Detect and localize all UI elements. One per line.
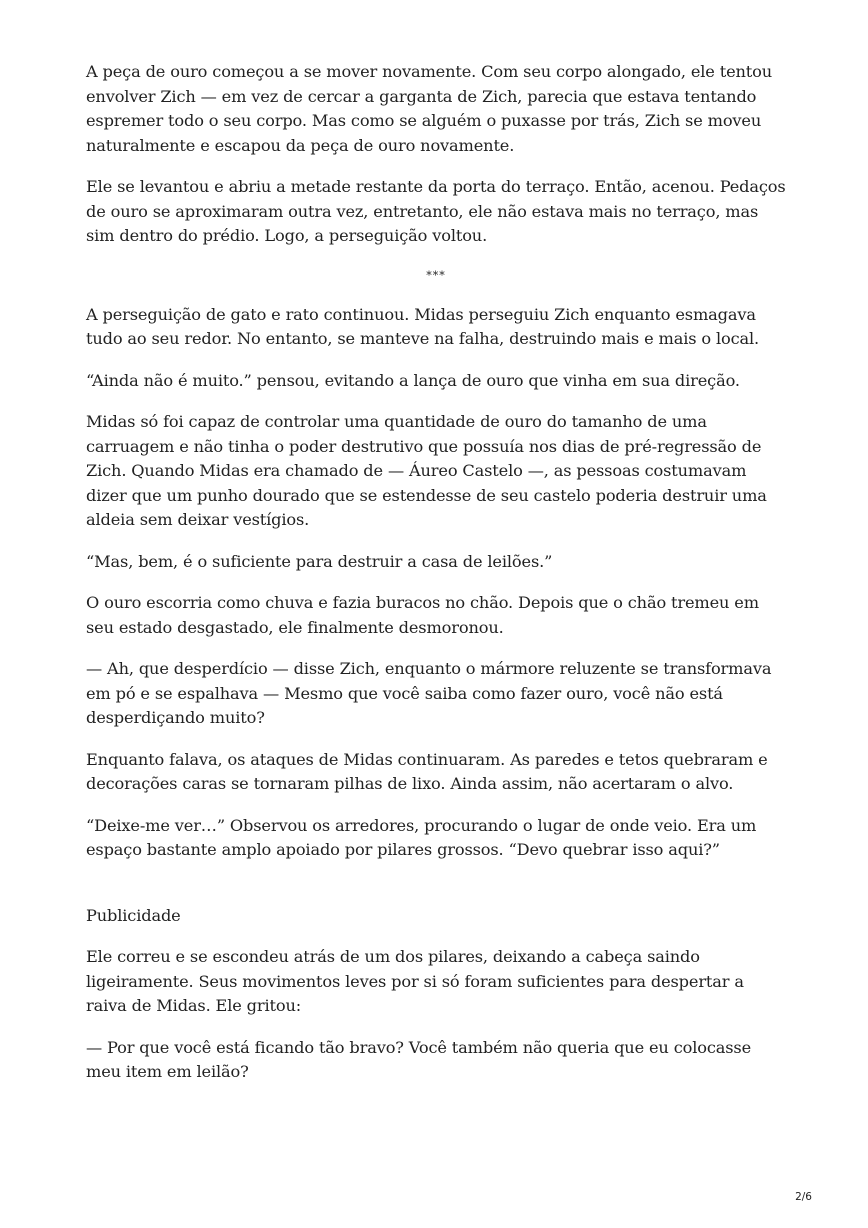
document-body bbox=[86, 60, 786, 1085]
paragraph: O ouro escorria como chuva e fazia buracos no chão. Depois que o chão tremeu em seu estado desgastado, ele finalmente desmoronou. bbox=[86, 593, 759, 637]
paragraph: A perseguição de gato e rato continuou. Midas perseguiu Zich enquanto esmagava tudo ao seu redor. No entanto, se manteve na falha, destruindo mais e mais o local. bbox=[86, 304, 760, 348]
section-separator: *** bbox=[426, 268, 446, 282]
paragraph: “Ainda não é muito.” pensou, evitando a lança de ouro que vinha em sua direção. bbox=[86, 370, 740, 390]
advertisement-label: Publicidade bbox=[86, 905, 181, 925]
paragraph: A peça de ouro começou a se mover novamente. Com seu corpo alongado, ele tentou envolver Zich — em vez de cercar a garganta de Zich, parecia que estava tentando espremer todo o seu corpo. Mas como se alguém o puxasse por trás, Zich se moveu naturalmente e escapou da peça de ouro novamente. bbox=[86, 62, 772, 155]
paragraph: Ele se levantou e abriu a metade restante da porta do terraço. Então, acenou. Pedaços de ouro se aproximaram outra vez, entretanto, ele não estava mais no terraço, mas sim dentro do prédio. Logo, a perseguição voltou. bbox=[86, 177, 786, 245]
paragraph: — Ah, que desperdício — disse Zich, enquanto o mármore reluzente se transformava em pó e se espalhava — Mesmo que você saiba como fazer ouro, você não está desperdiçando muito? bbox=[86, 659, 772, 727]
paragraph: Enquanto falava, os ataques de Midas continuaram. As paredes e tetos quebraram e decorações caras se tornaram pilhas de lixo. Ainda assim, não acertaram o alvo. bbox=[86, 749, 768, 793]
paragraph: Midas só foi capaz de controlar uma quantidade de ouro do tamanho de uma carruagem e não tinha o poder destrutivo que possuía nos dias de pré-regressão de Zich. Quando Midas era chamado de — Áureo Castelo —, as pessoas costumavam dizer que um punho dourado que se estendesse de seu castelo poderia destruir uma aldeia sem deixar vestígios. bbox=[86, 412, 767, 529]
page-number: 2/6 bbox=[795, 1191, 812, 1203]
paragraph: Ele correu e se escondeu atrás de um dos pilares, deixando a cabeça saindo ligeiramente. Seus movimentos leves por si só foram suficientes para despertar a raiva de Midas. Ele gritou: bbox=[86, 947, 744, 1015]
paragraph: “Mas, bem, é o suficiente para destruir a casa de leilões.” bbox=[86, 551, 553, 571]
paragraph: “Deixe-me ver…” Observou os arredores, procurando o lugar de onde veio. Era um espaço bastante amplo apoiado por pilares grossos. “Devo quebrar isso aqui?” bbox=[86, 815, 757, 859]
paragraph: — Por que você está ficando tão bravo? Você também não queria que eu colocasse meu item em leilão? bbox=[86, 1037, 751, 1081]
